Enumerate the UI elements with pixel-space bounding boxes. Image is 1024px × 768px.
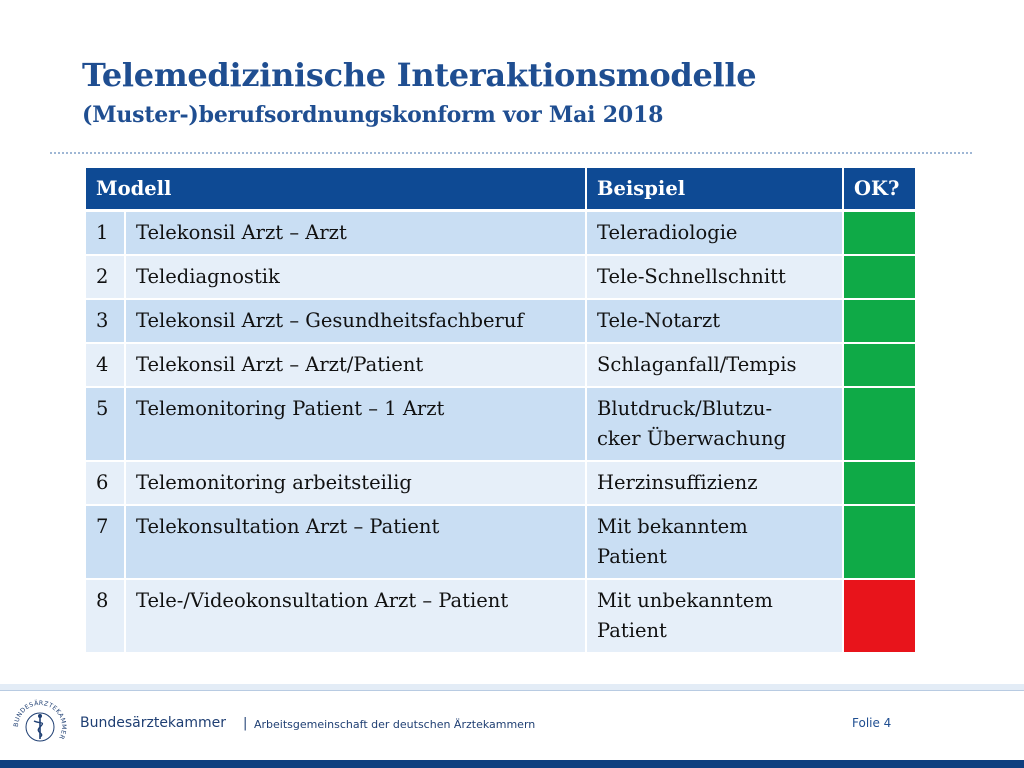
header-beispiel: Beispiel <box>586 167 843 211</box>
slide-title: Telemedizinische Interaktionsmodelle <box>82 56 757 94</box>
table-row <box>85 505 916 579</box>
row-ok-status <box>843 579 916 653</box>
row-ok-status <box>843 255 916 299</box>
table-row <box>85 255 916 299</box>
row-beispiel: Mit unbekanntem Patient <box>586 579 843 653</box>
row-modell: Telekonsultation Arzt – Patient <box>125 505 586 579</box>
row-number: 6 <box>85 461 125 505</box>
slide-subtitle: (Muster-)berufsordnungskonform vor Mai 2018 <box>82 102 664 128</box>
table-row <box>85 343 916 387</box>
row-number: 4 <box>85 343 125 387</box>
row-modell: Tele-/Videokonsultation Arzt – Patient <box>125 579 586 653</box>
table-row <box>85 461 916 505</box>
footer-separator: | <box>243 716 248 731</box>
svg-text:BUNDESÄRZTEKAMMER: BUNDESÄRZTEKAMMER <box>12 699 68 741</box>
row-number: 1 <box>85 211 125 256</box>
table-header-row <box>85 167 916 211</box>
row-modell: Telekonsil Arzt – Arzt/Patient <box>125 343 586 387</box>
row-number: 5 <box>85 387 125 461</box>
row-modell: Telemonitoring Patient – 1 Arzt <box>125 387 586 461</box>
row-modell: Telemonitoring arbeitsteilig <box>125 461 586 505</box>
bottom-band <box>0 760 1024 768</box>
row-ok-status <box>843 505 916 579</box>
row-beispiel: Tele-Schnellschnitt <box>586 255 843 299</box>
title-divider <box>50 152 972 154</box>
table-row <box>85 387 916 461</box>
row-ok-status <box>843 299 916 343</box>
row-beispiel: Herzinsuffizienz <box>586 461 843 505</box>
bundesaerztekammer-logo-icon <box>10 697 70 757</box>
row-number: 3 <box>85 299 125 343</box>
row-ok-status <box>843 461 916 505</box>
row-modell: Telekonsil Arzt – Gesundheitsfachberuf <box>125 299 586 343</box>
row-ok-status <box>843 387 916 461</box>
row-beispiel: Mit bekanntem Patient <box>586 505 843 579</box>
row-beispiel: Blutdruck/Blutzu- cker Überwachung <box>586 387 843 461</box>
table-row <box>85 211 916 256</box>
row-modell: Telekonsil Arzt – Arzt <box>125 211 586 256</box>
row-ok-status <box>843 343 916 387</box>
row-modell: Telediagnostik <box>125 255 586 299</box>
header-modell: Modell <box>85 167 586 211</box>
table-row <box>85 299 916 343</box>
footer-subbrand: Arbeitsgemeinschaft der deutschen Ärztekammern <box>254 718 536 731</box>
interaction-models-table <box>84 166 917 654</box>
footer-brand: Bundesärztekammer <box>80 715 227 731</box>
row-beispiel: Tele-Notarzt <box>586 299 843 343</box>
row-number: 7 <box>85 505 125 579</box>
row-ok-status <box>843 211 916 256</box>
header-ok: OK? <box>843 167 916 211</box>
footer-line <box>0 690 1024 691</box>
slide-number: Folie 4 <box>852 716 892 730</box>
row-number: 2 <box>85 255 125 299</box>
row-beispiel: Teleradiologie <box>586 211 843 256</box>
table-row <box>85 579 916 653</box>
row-number: 8 <box>85 579 125 653</box>
row-beispiel: Schlaganfall/Tempis <box>586 343 843 387</box>
